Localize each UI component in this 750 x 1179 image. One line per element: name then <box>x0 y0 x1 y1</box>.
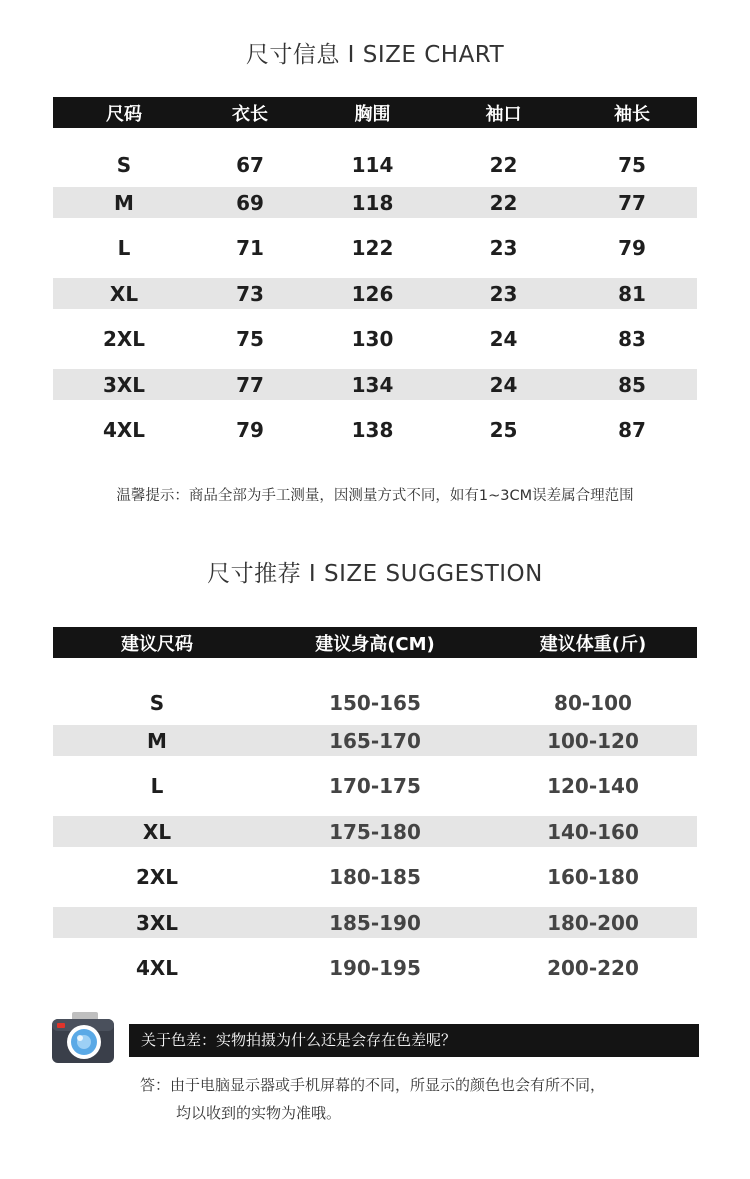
header-cell: 胸围 <box>354 103 391 125</box>
table-cell: 22 <box>489 152 518 177</box>
header-cell: 袖长 <box>614 103 650 125</box>
table-header <box>53 97 697 128</box>
size-suggestion-table <box>53 627 697 998</box>
table-cell: 122 <box>351 236 394 260</box>
table-cell: 3XL <box>135 910 179 935</box>
table-cell: 73 <box>236 281 264 306</box>
table-cell: L <box>117 236 131 260</box>
table-cell: 140-160 <box>547 819 639 844</box>
camera-icon <box>50 1010 116 1066</box>
table-cell: 80-100 <box>554 690 632 715</box>
header-cell: 建议身高(CM) <box>315 633 435 655</box>
table-cell: 134 <box>351 372 394 397</box>
table-cell: 79 <box>236 418 264 442</box>
header-cell: 袖口 <box>485 103 522 125</box>
table-cell: 24 <box>489 372 518 397</box>
table-cell: 200-220 <box>547 956 639 980</box>
table-row <box>53 218 697 278</box>
table-cell: 87 <box>618 418 646 442</box>
table-cell: S <box>149 690 165 715</box>
table-cell: 165-170 <box>329 728 421 753</box>
table-cell: M <box>147 728 167 753</box>
table-cell: 79 <box>618 236 646 260</box>
table-row <box>53 187 697 218</box>
table-row <box>53 369 697 400</box>
table-row <box>53 907 697 938</box>
answer-line: 均以收到的实物为准哦。 <box>176 1104 342 1122</box>
table-cell: 130 <box>351 327 394 351</box>
table-cell: 190-195 <box>329 956 421 980</box>
table-cell: 83 <box>618 327 646 351</box>
table-cell: 75 <box>618 152 646 177</box>
table-cell: 81 <box>618 281 646 306</box>
size-suggestion-title: 尺寸推荐 I SIZE SUGGESTION <box>207 561 543 587</box>
table-cell: 23 <box>489 281 518 306</box>
table-cell: 75 <box>236 327 264 351</box>
table-cell: M <box>114 190 134 215</box>
size-chart-table <box>53 97 697 460</box>
table-cell: 170-175 <box>329 774 421 798</box>
table-row <box>53 847 697 907</box>
table-cell: 160-180 <box>547 865 639 889</box>
answer-line: 答：由于电脑显示器或手机屏幕的不同，所显示的颜色也会有所不同， <box>140 1076 606 1094</box>
table-cell: 126 <box>351 281 394 306</box>
table-cell: 175-180 <box>329 819 421 844</box>
table-cell: 114 <box>351 152 394 177</box>
header-cell: 尺码 <box>106 103 142 125</box>
color-difference-answer <box>140 1071 680 1127</box>
table-cell: 185-190 <box>329 910 421 935</box>
table-row <box>53 309 697 369</box>
table-cell: 24 <box>489 327 518 351</box>
table-cell: 150-165 <box>329 690 421 715</box>
table-cell: 180-200 <box>547 910 639 935</box>
table-cell: 4XL <box>102 418 146 442</box>
table-row <box>53 816 697 847</box>
table-cell: 25 <box>489 418 518 442</box>
table-cell: 3XL <box>102 372 146 397</box>
table-cell: 22 <box>489 190 518 215</box>
table-cell: XL <box>109 281 139 306</box>
table-cell: XL <box>142 819 172 844</box>
table-cell: 77 <box>236 372 264 397</box>
header-cell: 衣长 <box>232 103 268 125</box>
table-cell: 138 <box>351 418 394 442</box>
header-cell: 建议体重(斤) <box>539 633 647 655</box>
measurement-note: 温馨提示：商品全部为手工测量，因测量方式不同，如有1~3CM误差属合理范围 <box>116 488 634 504</box>
table-cell: 23 <box>489 236 518 260</box>
table-header <box>53 627 697 658</box>
camera-icon-graphic <box>50 1010 116 1066</box>
table-row <box>53 278 697 309</box>
color-difference-question: 关于色差：实物拍摄为什么还是会存在色差呢？ <box>129 1024 699 1057</box>
table-cell: 2XL <box>102 327 146 351</box>
table-cell: 71 <box>236 236 264 260</box>
table-row <box>53 725 697 756</box>
table-row <box>53 756 697 816</box>
table-cell: 77 <box>618 190 646 215</box>
size-chart-title: 尺寸信息 I SIZE CHART <box>245 42 505 68</box>
table-cell: 118 <box>351 190 394 215</box>
table-row <box>53 142 697 187</box>
table-cell: 85 <box>618 372 646 397</box>
table-cell: 4XL <box>135 956 179 980</box>
table-row <box>53 680 697 725</box>
table-cell: S <box>116 152 132 177</box>
table-cell: 100-120 <box>547 728 639 753</box>
table-cell: 180-185 <box>329 865 421 889</box>
table-cell: 120-140 <box>547 774 639 798</box>
table-cell: 67 <box>236 152 264 177</box>
header-cell: 建议尺码 <box>121 633 193 655</box>
table-row <box>53 400 697 460</box>
table-cell: L <box>150 774 164 798</box>
table-cell: 69 <box>236 190 264 215</box>
table-row <box>53 938 697 998</box>
table-cell: 2XL <box>135 865 179 889</box>
